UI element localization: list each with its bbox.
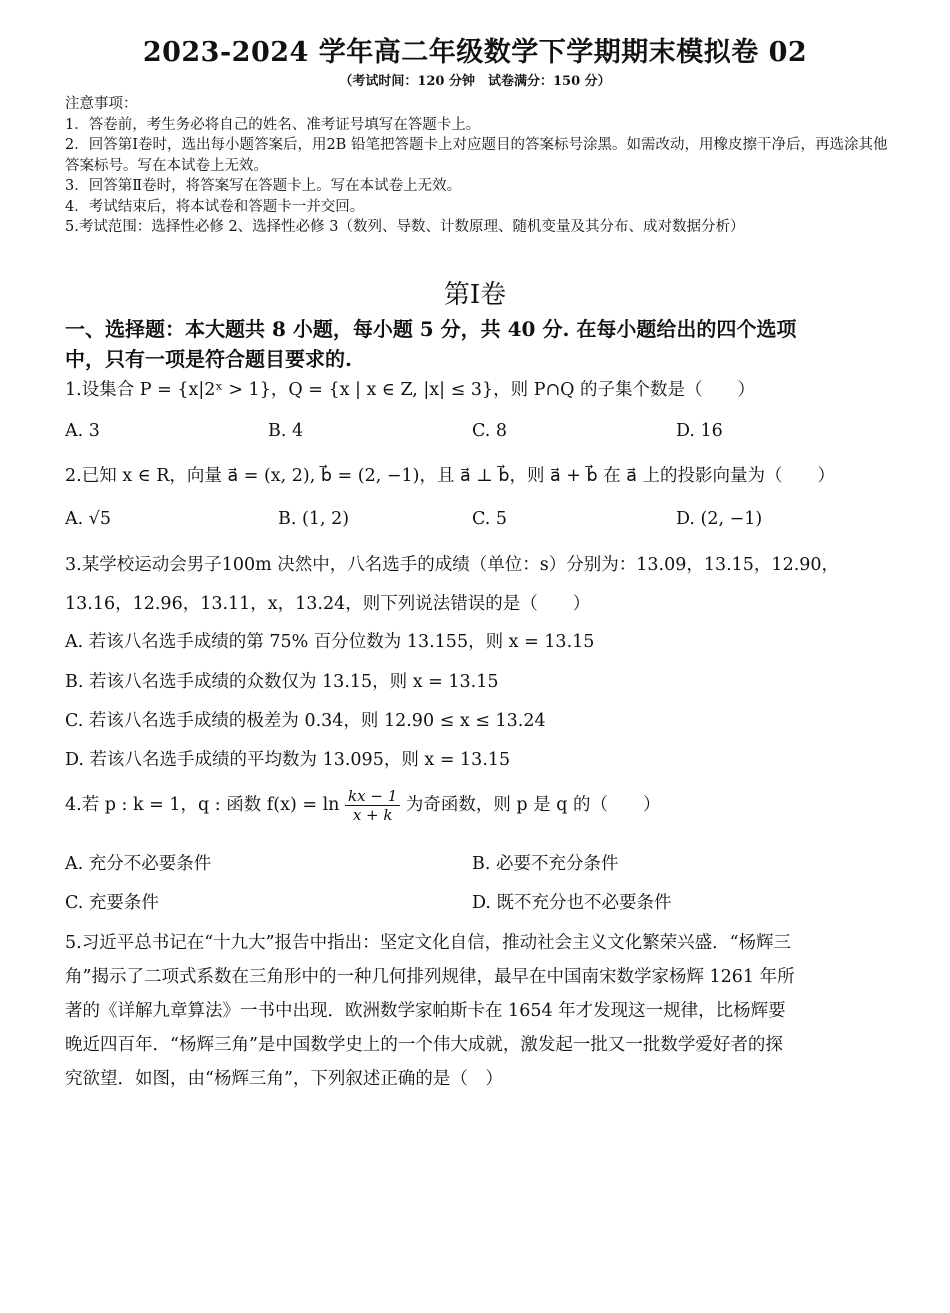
question-4-stem-after: 为奇函数，则 p 是 q 的（ ）	[405, 795, 661, 815]
question-5-line: 究欲望．如图，由“杨辉三角”，下列叙述正确的是（ ）	[65, 1069, 503, 1089]
question-3-option-c: C. 若该八名选手成绩的极差为 0.34，则 12.90 ≤ x ≤ 13.24	[65, 711, 546, 731]
question-2-option-d: D. (2, −1)	[676, 509, 763, 529]
exam-title: 2023-2024 学年高二年级数学下学期期末模拟卷 02	[142, 37, 808, 68]
volume-title: 第Ⅰ卷	[443, 280, 507, 310]
question-2-option-c: C. 5	[472, 509, 508, 529]
question-2-option-a: A. √5	[65, 509, 112, 529]
question-5-line: 5.习近平总书记在“十九大”报告中指出：坚定文化自信，推动社会主义文化繁荣兴盛．“杨辉三	[65, 933, 792, 953]
question-3-option-a: A. 若该八名选手成绩的第 75% 百分位数为 13.155，则 x = 13.15	[65, 632, 595, 652]
fraction-denominator: x + k	[352, 806, 393, 824]
question-2-stem: 2.已知 x ∈ R，向量 a⃗ = (x, 2), b⃗ = (2, −1)，且 a⃗ ⊥ b⃗，则 a⃗ + b⃗ 在 a⃗ 上的投影向量为（ ）	[65, 466, 836, 486]
exam-subtitle: （考试时间：120 分钟 试卷满分：150 分）	[339, 74, 611, 89]
section-heading-line: 一、选择题：本大题共 8 小题，每小题 5 分，共 40 分. 在每小题给出的四个选项	[65, 317, 797, 341]
question-4-option-d: D. 既不充分也不必要条件	[472, 893, 672, 913]
question-1-stem: 1.设集合 P = {x|2ˣ > 1}，Q = {x | x ∈ Z, |x| ≤ 3}，则 P∩Q 的子集个数是（ ）	[65, 380, 756, 400]
notice-block	[65, 94, 895, 238]
question-3-stem-line: 3.某学校运动会男子100m 决然中，八名选手的成绩（单位：s）分别为：13.09，13.15，12.90，	[65, 555, 840, 575]
notice-item: 1．答卷前，考生务必将自己的姓名、准考证号填写在答题卡上。	[65, 116, 481, 133]
question-5-stem	[65, 926, 887, 1096]
question-5-line: 著的《详解九章算法》一书中出现．欧洲数学家帕斯卡在 1654 年才发现这一规律，比杨辉要	[65, 1001, 786, 1021]
section-heading	[65, 314, 895, 374]
question-1-option-b: B. 4	[268, 421, 304, 441]
question-4-option-a: A. 充分不必要条件	[65, 854, 212, 874]
question-4-stem	[65, 787, 660, 824]
question-4-option-c: C. 充要条件	[65, 893, 159, 913]
fraction-numerator: kx − 1	[345, 787, 400, 806]
question-4-fraction	[345, 787, 400, 824]
notice-heading: 注意事项：	[65, 96, 138, 112]
notice-item: 3．回答第Ⅱ卷时，将答案写在答题卡上。写在本试卷上无效。	[65, 178, 462, 194]
question-1-option-c: C. 8	[472, 421, 508, 441]
question-2-option-b: B. (1, 2)	[278, 509, 350, 529]
question-5-line: 晚近四百年．“杨辉三角”是中国数学史上的一个伟大成就，激发起一批又一批数学爱好者的探	[65, 1035, 783, 1055]
question-3-option-b: B. 若该八名选手成绩的众数仅为 13.15，则 x = 13.15	[65, 672, 499, 692]
question-4-option-b: B. 必要不充分条件	[472, 854, 619, 874]
notice-item: 4．考试结束后，将本试卷和答题卡一并交回。	[65, 198, 365, 215]
question-1-option-d: D. 16	[676, 421, 723, 441]
notice-item: 2．回答第Ⅰ卷时，选出每小题答案后，用2B 铅笔把答题卡上对应题目的答案标号涂黑。如需改动，用橡皮擦干净后，再选涂其他答案标号。写在本试卷上无效。	[65, 137, 888, 174]
question-3-option-d: D. 若该八名选手成绩的平均数为 13.095，则 x = 13.15	[65, 750, 511, 770]
question-1-option-a: A. 3	[65, 421, 100, 441]
question-5-line: 角”揭示了二项式系数在三角形中的一种几何排列规律，最早在中国南宋数学家杨辉 1261 年所	[65, 967, 795, 987]
notice-item: 5.考试范围：选择性必修 2、选择性必修 3（数列、导数、计数原理、随机变量及其分布、成对数据分析）	[65, 219, 745, 235]
question-3-stem-line: 13.16，12.96，13.11，x，13.24，则下列说法错误的是（ ）	[65, 594, 591, 614]
section-heading-line: 中，只有一项是符合题目要求的.	[65, 347, 352, 371]
question-4-stem-before: 4.若 p : k = 1，q : 函数 f(x) = ln	[65, 795, 340, 815]
